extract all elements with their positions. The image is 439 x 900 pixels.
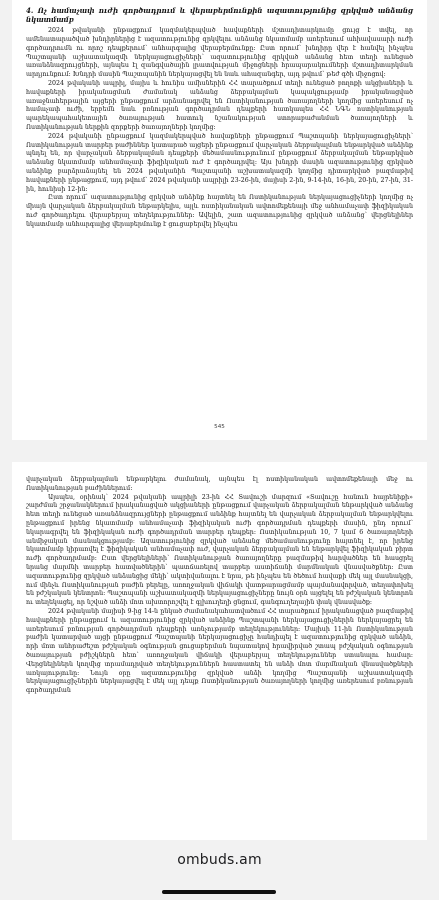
paragraph: Այսպես, օրինակ՝ 2024 թվականի ապրիլի 23-ին ՀՀ Տավուշի մարզում «Տավուշը հանուն հայրենիքի» շարժման շրջանակներում իրականացված ակցիաների ընթացքում վարչական ձերբակալման ենթարկված անձանց հետ տեղի ունեցած առանձնազրույցների ընթացքում անձինք հայտնել են վարչական ձերբակալման ենթարկվելու ընթացքում իրենց նկատմամբ անհամաչափ ֆիզիկական ուժի գործադրման դեպքերի մասին, ընդ որում՝ նկարագրվել են ֆիզիկական ուժի գործադրման տարբեր դեպքեր: Ոստիկանության 10, 7 կամ 6 ծառայողների անմիջական մասնակցությամբ: Ազատությունից զրկված անձանց մեծամասնությունը հայտնել է, որ իրենց նկատմամբ կիրառվել է ֆիզիկական անհամաչափ ուժ, վարչական ձերբակալման են ենթարկվել ֆիզիկական բիրտ ուժի գործադրմամբ: Ըստ վերցնելիների՝ Ոստիկանության ծառայողները բազմաթիվ հարվածներ են հասցրել նրանց մարմնի տարբեր հատվածներին՝ պատճառելով տարբեր աստիճանի մարմնական վնասվածքներ: Ըստ ազատությունից զրկված անձանցից մեկի՝ ակտիվանալու է նրա, թե ինչպես են ծեծում հավաքի մեկ այլ մասնակցի, ում մինչև Ոստիկանության բաժին բերելը, առողջական վիճակի վատթարացմամբ պայմանավորված, տեղափոխել են բժշկական կենտրոն: Պաշտպանի աշխատակազմի ներկայացուցիչները նույն օրն այցելել են բժշկական կենտրոն ու տեղեկացել, որ նշված անձի մոտ ախտորոշվել է գլխուղեղի ցնցում, գանգուղեղային փակ վնասվածք: [26, 493, 413, 607]
home-indicator[interactable] [162, 890, 276, 894]
paragraph: Ըստ որում՝ ազատությունից զրկված անձինք հայտնել են Ոստիկանության ներկայացուցիչների կողմից ոչ միայն վարչական ձերբակալման ենթարկելիս, այլև ոստիկանական ավտոմեքենայի մեջ անհամաչափ ֆիզիկական ուժ գործադրելու վերաբերյալ տեղեկություններ: Ավելին, շատ ազատությունից զրկված անձանց՝ վերցնելիներ նկատմամբ անհարգալից վերաբերմունք է ցուցաբերվել ինչպես [26, 194, 413, 228]
site-url[interactable]: ombuds.am [177, 852, 262, 868]
paragraph: 2024 թվականի մայիսի 9-ից 14-ն ընկած ժամանակահատվածում ՀՀ տարածքում իրականացված բազմաթիվ հավաքների ընթացքում և ազատությունից զրկված անձինք Պաշտպանի ներկայացուցիչներին ներկայացրել են առերեսում բռնության գործադրման դեպքերի առնչությամբ տեղեկություններ: Մայիսի 11-ին Ոստիկանության բաժին կատարված այցի ընթացքում Պաշտպանի ներկայացուցիչը հանդիպել է ազատությունից զրկված անձին, որի մոտ անհրաժեշտ բժշկական օգնության ցուցաբերման նպատակով հրավիրված շտապ բժշկական օգնության ծառայության բժիշկներն հետ՝ առողջական վիճակի վերաբերյալ տեղեկություններ ստանալու համար: Վերցնելիներն կողմից տրամադրված տեղեկություններն հաստատել են անձի մոտ մարմնական վնասվածքների առկայությունը: Նույն օրը ազատությունից զրկված անձի կողմից Պաշտպանի աշխատակազմի ներկայացուցիչներին ներկայացվել է մեկ այլ դեպք Ոստիկանության ծառայողների կողմից առերեսում բռնության գործադրման [26, 607, 413, 695]
browser-footer-bar [0, 842, 439, 900]
paragraph: վարչական ձերբակալման ենթարկելու ժամանակ, այնպես էլ ոստիկանական ավտոմեքենայի մեջ ու Ոստիկանության բաժիններում: [26, 476, 413, 492]
section-heading: 4. Ոչ համաչափ ուժի գործադրում և վերաբերմունքին ազատությունից զրկված անձանց նկատմամբ [26, 6, 413, 25]
page-number: 545 [214, 424, 225, 430]
paragraph: 2024 թվականի ընթացքում կազմակերպված հավաքների մշտադիտարկումը ցույց է տվել, որ ամենատարածված խնդիրներից է ազատությունից զրկվելու անձանց նկատմամբ առերեսում ահիավասարի ուժի գործադրումն ու որոշ դեպքերում՝ անհարգալից վերաբերմունքը: Ըստ որում՝ խնդիրը վեր է հանվել ինչպես Պաշտպանի աշխատակազմի ներկայացուցիչների՝ ազատությունից զրկված անձանց հետ տեղի ունեցած առանձնազրույցների, այնպես էլ զանգվածային լրատվության միջոցների հրապարակումների մշտադիտարկման արդյունքում: Խնդրի մասին Պաշտպանին ներկայացվել են նաև ահազանգեր, այդ թվում՝ թեժ գծի միջոցով: [26, 27, 413, 79]
paragraph: 2024 թվականի ընթացքում կազմակերպված հավաքների ընթացքում Պաշտպանի ներկայացուցիչների՝ Ոստիկանության տարբեր բաժիններ կատարած այցերի ընթացքում վարչական ձերբակալման ենթարկված անձինք պնդել են, որ վարչական ձերբակալման դեպքերի մեծամասնությունում ընթացքում ձերբակալման ենթարկված անձանց նկատմամբ անհամաչափ ֆիզիկական ուժ է գործադրվել: Այս խնդրի մասին ազատությունից զրկված անձինք բարձրաձայնել են 2024 թվականին Պաշտպանի աշխատակազմի կողմից դիտարկված բազմաթիվ հավաքների ընթացքում, այդ թվում՝ 2024 թվականի ապրիլի 23-26-ին, մայիսի 2-ին, 9-14-ին, 16-ին, 20-ին, 27-ին, 31-ին, հունիսի 12-ին: [26, 132, 413, 193]
paragraph: 2024 թվականի ապրիլ, մայիս և հունիս ամիսներին ՀՀ տարածքում տեղի ունեցած բողոքի ակցիաների և հավաքների իրականացման ժամանակ անձանց ձերբակալման կապակցությամբ իրականացված առաջնահերթային այցերի ընթացքում արձանագրվել են Ոստիկանության ծառայողների կողմից առերեսում ոչ համաչափ ուժի, երբեմն նաև բռնության գործադրման դեպքերի հատկապես ՀՀ ՆԳՆ ոստիկանության պարեկապահակետային ծառայության հատուկ նշանակության ստորաբաժանման ծառայողների և Ոստիկանության ներքին զորքերի ծառայողների կողմից: [26, 79, 413, 131]
document-page-545 [12, 0, 427, 440]
document-page-546 [12, 462, 427, 840]
